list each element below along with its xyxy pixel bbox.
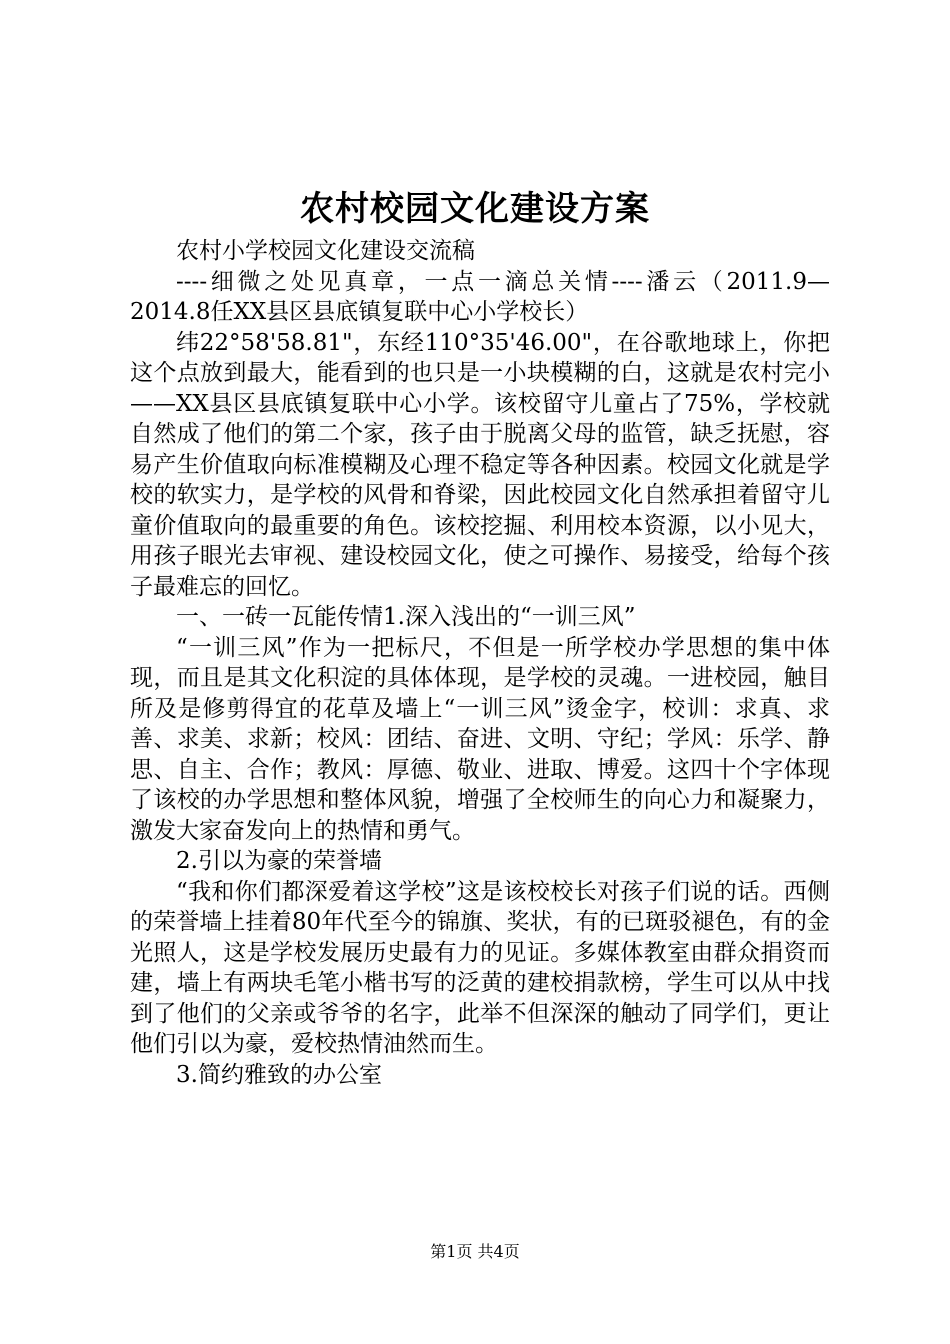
document-title: 农村校园文化建设方案 xyxy=(300,189,650,229)
paragraph-motto: “一训三风”作为一把标尺，不但是一所学校办学思想的集中体现，而且是其文化积淀的具体体现，是学校的灵魂。一进校园，触目所及是修剪得宜的花草及墙上“一训三风”烫金字，校训：求真、求善、求美、求新；校风：团结、奋进、文明、守纪；学风：乐学、静思、自主、合作；教风：厚德、敬业、进取、博爱。这四十个字体现了该校的办学思想和整体风貌，增强了全校师生的向心力和凝聚力，激发大家奋发向上的热情和勇气。 xyxy=(130,634,830,844)
paragraph-honor-wall: “我和你们都深爱着这学校”这是该校校长对孩子们说的话。西侧的荣誉墙上挂着80年代至今的锦旗、奖状，有的已斑驳褪色，有的金光照人，这是学校发展历史最有力的见证。多媒体教室由群众捐资而建，墙上有两块毛笔小楷书写的泛黄的建校捐款榜，学生可以从中找到了他们的父亲或爷爷的名字，此举不但深深的触动了同学们，更让他们引以为豪，爱校热情油然而生。 xyxy=(130,878,830,1057)
page-footer: 第1页 共4页 xyxy=(430,1242,520,1261)
section-heading-office: 3.简约雅致的办公室 xyxy=(176,1061,382,1088)
paragraph-intro: 纬22°58'58.81"，东经110°35'46.00"，在谷歌地球上，你把这个点放到最大，能看到的也只是一小块模糊的白，这就是农村完小——XX县区县底镇复联中心小学。该校留守儿童占了75%，学校就自然成了他们的第二个家，孩子由于脱离父母的监管，缺乏抚慰，容易产生价值取向标准模糊及心理不稳定等各种因素。校园文化就是学校的软实力，是学校的风骨和脊梁，因此校园文化自然承担着留守儿童价值取向的最重要的角色。该校挖掘、利用校本资源，以小见大，用孩子眼光去审视、建设校园文化，使之可操作、易接受，给每个孩子最难忘的回忆。 xyxy=(130,329,830,600)
paragraph-subtitle: 农村小学校园文化建设交流稿 xyxy=(176,238,475,264)
section-heading-one: 一、一砖一瓦能传情1.深入浅出的“一训三风” xyxy=(176,604,636,630)
document-body xyxy=(130,236,830,1090)
paragraph-byline: ----细微之处见真章，一点一滴总关情----潘云（2011.9—2014.8任XX县区县底镇复联中心小学校长） xyxy=(130,268,830,325)
section-heading-honor-wall: 2.引以为豪的荣誉墙 xyxy=(176,848,382,874)
